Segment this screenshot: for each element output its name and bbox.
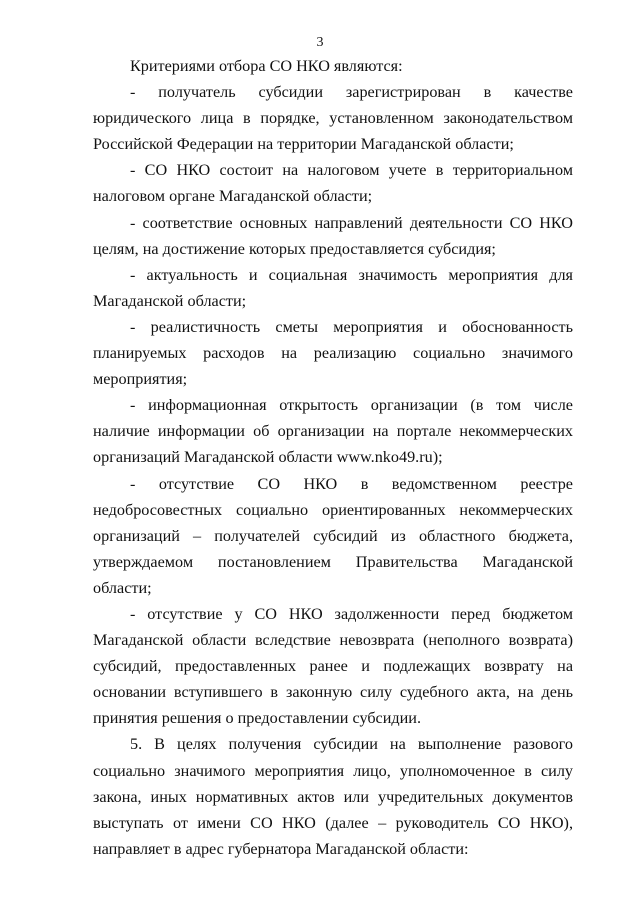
- criterion-item: - актуальность и социальная значимость мероприятия для Магаданской области;: [93, 265, 573, 310]
- criterion-item: - реалистичность сметы мероприятия и обоснованность планируемых расходов на реализацию социально значимого мероприятия;: [93, 317, 573, 389]
- criterion-item: - получатель субсидии зарегистрирован в качестве юридического лица в порядке, установленном законодательством Российской Федерации на территории Магаданской области;: [93, 83, 573, 154]
- clause-5: 5. В целях получения субсидии на выполнение разового социально значимого мероприятия лицо, уполномоченное в силу закона, иных нормативных актов или учредительных документов выступать от имени СО НКО (далее – руководитель СО НКО), направляет в адрес губернатора Магаданской области:: [93, 735, 573, 858]
- page-number: 3: [316, 35, 324, 50]
- criterion-item: - информационная открытость организации (в том числе наличие информации об организации на портале некоммерческих организаций Магаданской области www.nko49.ru);: [93, 396, 573, 467]
- criterion-item: - соответствие основных направлений деятельности СО НКО целям, на достижение которых предоставляется субсидия;: [93, 213, 573, 258]
- document-body: [93, 53, 573, 862]
- criteria-intro: Критериями отбора СО НКО являются:: [130, 57, 403, 75]
- criterion-item: - СО НКО состоит на налоговом учете в территориальном налоговом органе Магаданской области;: [93, 161, 573, 206]
- criterion-item: - отсутствие СО НКО в ведомственном реестре недобросовестных социально ориентированных некоммерческих организаций – получателей субсидий из областного бюджета, утверждаемом постановлением Правительства Магаданской области;: [93, 474, 573, 597]
- criterion-item: - отсутствие у СО НКО задолженности перед бюджетом Магаданской области вследствие невозврата (неполного возврата) субсидий, предоставленных ранее и подлежащих возврату на основании вступившего в законную силу судебного акта, на день принятия решения о предоставлении субсидии.: [93, 604, 573, 728]
